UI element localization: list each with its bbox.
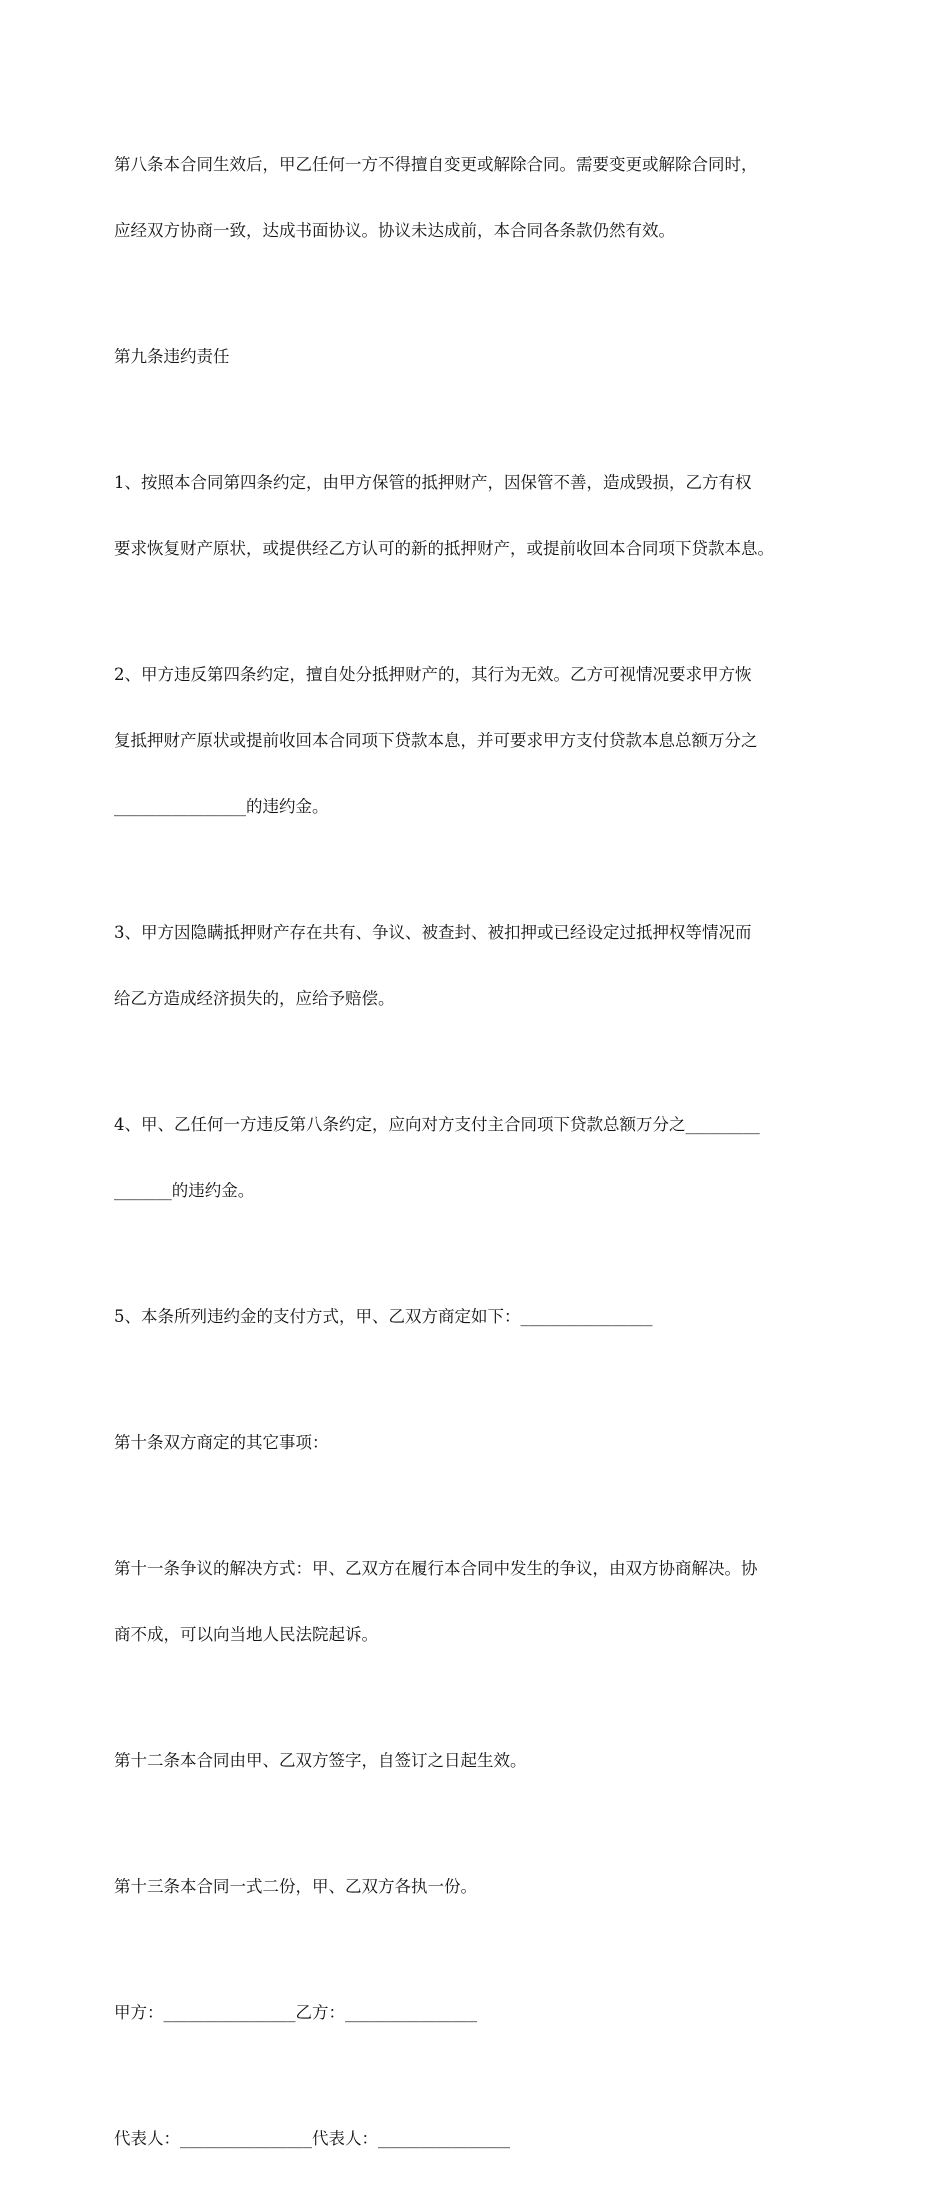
text-line: 4、甲、乙任何一方违反第八条约定，应向对方支付主合同项下贷款总额万分之_________ <box>114 1115 760 1134</box>
clause-5-paragraph <box>114 1262 844 1372</box>
article-9-heading <box>114 302 844 412</box>
text-line: 第十三条本合同一式二份，甲、乙双方各执一份。 <box>114 1877 477 1896</box>
text-line: 第十一条争议的解决方式：甲、乙双方在履行本合同中发生的争议，由双方协商解决。协 <box>114 1559 758 1578</box>
article-8-paragraph <box>114 110 844 286</box>
text-line: 第十二条本合同由甲、乙双方签字，自签订之日起生效。 <box>114 1751 527 1770</box>
signature-representatives-line <box>114 2084 844 2194</box>
article-13-paragraph <box>114 1832 844 1942</box>
text-line: ________________的违约金。 <box>114 797 329 816</box>
text-line: 要求恢复财产原状，或提供经乙方认可的新的抵押财产，或提前收回本合同项下贷款本息。 <box>114 539 774 558</box>
text-line: 给乙方造成经济损失的，应给予赔偿。 <box>114 989 395 1008</box>
clause-2-paragraph <box>114 620 844 862</box>
article-12-paragraph <box>114 1706 844 1816</box>
text-line: 应经双方协商一致，达成书面协议。协议未达成前，本合同各条款仍然有效。 <box>114 221 675 240</box>
text-line: 2、甲方违反第四条约定，擅自处分抵押财产的，其行为无效。乙方可视情况要求甲方恢 <box>114 665 752 684</box>
text-line: 第十条双方商定的其它事项： <box>114 1433 329 1452</box>
text-line: 3、甲方因隐瞒抵押财产存在共有、争议、被查封、被扣押或已经设定过抵押权等情况而 <box>114 923 752 942</box>
clause-1-paragraph <box>114 428 844 604</box>
text-line: 甲方：________________乙方：________________ <box>114 2003 477 2022</box>
clause-4-paragraph <box>114 1070 844 1246</box>
text-line: 代表人：________________代表人：________________ <box>114 2129 510 2148</box>
text-line: 商不成，可以向当地人民法院起诉。 <box>114 1625 378 1644</box>
text-line: 1、按照本合同第四条约定，由甲方保管的抵押财产，因保管不善，造成毁损，乙方有权 <box>114 473 752 492</box>
document-page <box>114 110 844 2210</box>
clause-3-paragraph <box>114 878 844 1054</box>
article-10-paragraph <box>114 1388 844 1498</box>
signature-parties-line <box>114 1958 844 2068</box>
text-line: 第九条违约责任 <box>114 347 230 366</box>
text-line: _______的违约金。 <box>114 1181 255 1200</box>
article-11-paragraph <box>114 1514 844 1690</box>
text-line: 第八条本合同生效后，甲乙任何一方不得擅自变更或解除合同。需要变更或解除合同时， <box>114 155 758 174</box>
text-line: 5、本条所列违约金的支付方式，甲、乙双方商定如下：________________ <box>114 1307 653 1326</box>
text-line: 复抵押财产原状或提前收回本合同项下贷款本息，并可要求甲方支付贷款本息总额万分之 <box>114 731 758 750</box>
